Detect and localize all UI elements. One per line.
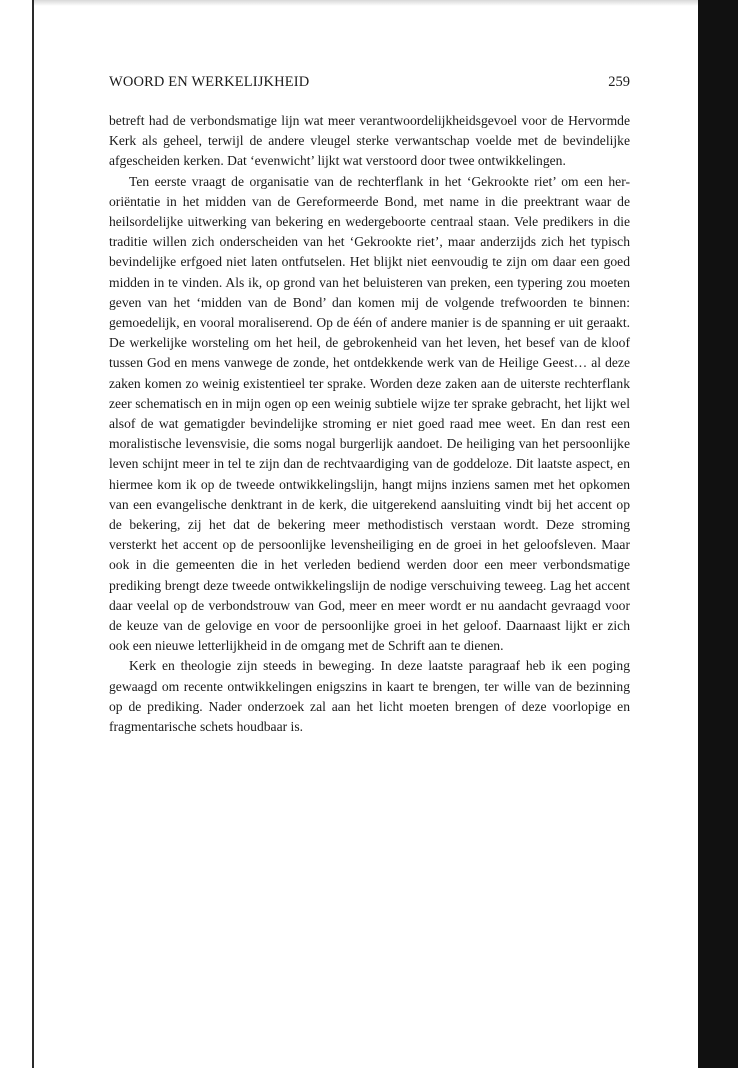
- scan-shadow-top: [34, 0, 698, 6]
- running-head: [109, 74, 630, 91]
- scan-edge-right: [698, 0, 738, 1068]
- text-body: [109, 111, 630, 737]
- paragraph-continuation: betreft had de verbondsmatige lijn wat meer verantwoordelijkheidsgevoel voor de Hervormde Kerk als geheel, terwijl de andere vleugel sterke verwantschap voelde met de bevindelijke afgescheiden kerken. Dat ‘evenwicht’ lijkt wat verstoord door twee ontwikkelingen.: [109, 113, 630, 169]
- paragraph-developments: Ten eerste vraagt de organisatie van de rechterflank in het ‘Gekrookte riet’ om een her-oriëntatie in het midden van de Gereformeerde Bond, met name in die preektrant waar de heilsordelijke uitwerking van bekering en wedergeboorte centraal staan. Vele predikers in die traditie willen zich onderscheiden van het ‘Gekrookte riet’, maar anderzijds zich het typisch bevindelijke erfgoed niet laten ontfutselen. Het blijkt niet eenvoudig te zijn om daar een goed midden in te vinden. Als ik, op grond van het beluisteren van preken, een typering zou moeten geven van het ‘midden van de Bond’ dan komen mij de volgende trefwoorden te binnen: gemoedelijk, en vooral moraliserend. Op de één of andere manier is de spanning er uit geraakt. De werkelijke worsteling om het heil, de gebrokenheid van het leven, het besef van de kloof tussen God en mens vanwege de zonde, het ontdekkende werk van de Heilige Geest… al deze zaken komen zo weinig existentieel ter sprake. Worden deze zaken aan de uiterste rechterflank zeer schematisch en in mijn ogen op een weinig subtiele wijze ter sprake gebracht, het lijkt wel alsof de wat gematigder bevindelijke stroming er niet goed raad mee weet. En dan rest een moralistische levensvisie, die soms nogal burgerlijk aandoet. De heiliging van het persoonlijke leven schijnt meer in tel te zijn dan de rechtvaardiging van de goddeloze. Dit laatste aspect, en hiermee kom ik op de tweede ontwikkelingslijn, hangt mijns inziens samen met het opkomen van een evangelische denktrant in de kerk, die uitgerekend aansluiting vindt bij het accent op de bekering, zij het dat de bekering meer methodistisch verstaan wordt. Deze stroming versterkt het accent op de persoonlijke levensheiliging en de groei in het geloofsleven. Maar ook in die gemeenten die in het verleden bediend werden door een meer verbondsmatige prediking brengt deze tweede ontwikkelingslijn de nodige verschuiving teweeg. Lag het accent daar veelal op de verbondstrouw van God, meer en meer wordt er nu aandacht gevraagd voor de keuze van de gelovige en voor de persoonlijke groei in het geloof. Daarnaast lijkt er zich ook een nieuwe letterlijkheid in de omgang met de Schrift aan te dienen.: [109, 173, 630, 654]
- page-number: 259: [608, 74, 630, 90]
- paragraph-conclusion: Kerk en theologie zijn steeds in beweging. In deze laatste paragraaf heb ik een poging gewaagd om recente ontwikkelingen enigszins in kaart te brengen, ter wille van de bezinning op de prediking. Nader onderzoek zal aan het licht moeten brengen of deze voorlopige en fragmentarische schets houdbaar is.: [109, 658, 630, 735]
- running-title: WOORD EN WERKELIJKHEID: [109, 74, 310, 90]
- scan-edge-left: [32, 0, 34, 1068]
- book-page: [109, 74, 630, 737]
